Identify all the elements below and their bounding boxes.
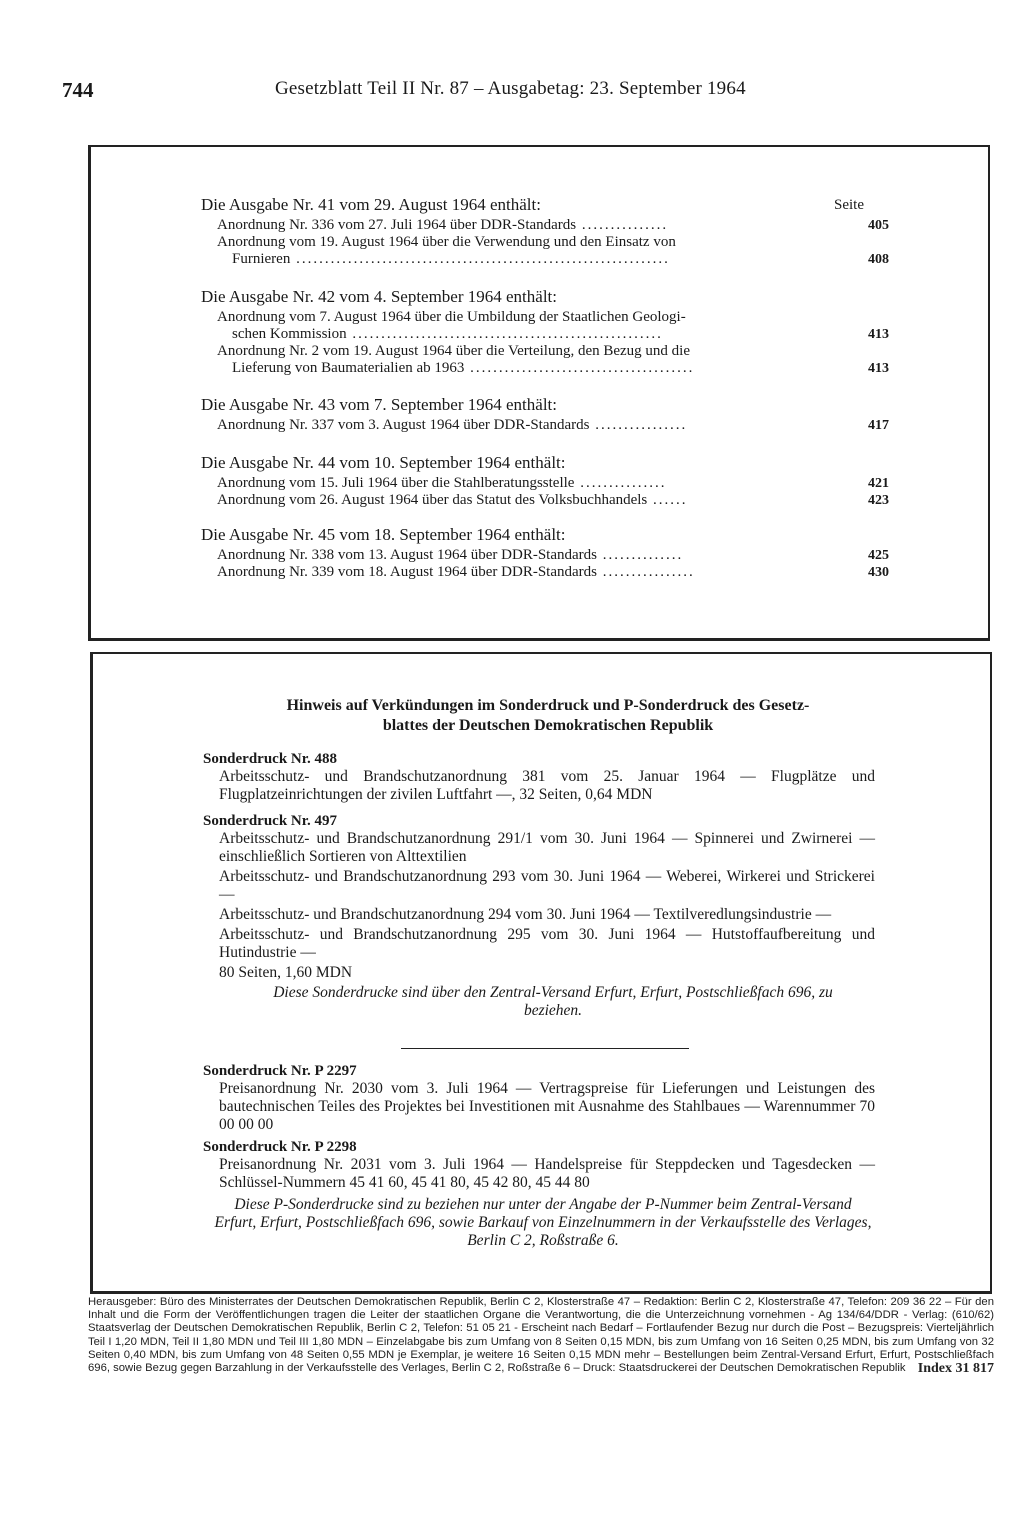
section-text: Preisanordnung Nr. 2030 vom 3. Juli 1964 — Vertragspreise für Lieferungen und Leistungen des bautechnischen Teiles des Projektes bei Investitionen mit Ausnahme des Stahlbaues — Warennummer 70 00 00 00 xyxy=(219,1080,875,1133)
section-text: Arbeitsschutz- und Brandschutzanordnung 294 vom 30. Juni 1964 — Textilveredlungsindustrie — xyxy=(219,906,832,923)
notice-box xyxy=(90,652,992,1294)
page-number: 744 xyxy=(62,78,94,102)
contents-entry: Anordnung vom 15. Juli 1964 über die Stahlberatungsstelle ............... 421 xyxy=(217,475,889,491)
entry-page: 430 xyxy=(868,565,889,580)
section-text: Arbeitsschutz- und Brandschutzanordnung 293 vom 30. Juni 1964 — Weberei, Wirkerei und Strickerei — xyxy=(219,868,875,903)
notice-title-line-1: Hinweis auf Verkündungen im Sonderdruck und P-Sonderdruck des Gesetz- xyxy=(286,697,810,714)
entry-text: Anordnung vom 7. August 1964 über die Umbildung der Staatlichen Geologi- xyxy=(217,309,686,325)
contents-entry: Anordnung Nr. 337 vom 3. August 1964 über DDR-Standards ................ 417 xyxy=(217,417,889,433)
entry-text: Anordnung Nr. 338 vom 13. August 1964 über DDR-Standards xyxy=(217,547,597,563)
contents-box xyxy=(88,145,990,641)
index-number: Index 31 817 xyxy=(917,1361,994,1377)
section-heading: Sonderdruck Nr. 488 xyxy=(203,751,338,767)
contents-entry: Anordnung vom 19. August 1964 über die Verwendung und den Einsatz von Furnieren ................................................................. 408 xyxy=(217,234,889,267)
entry-text: Anordnung vom 26. August 1964 über das Statut des Volksbuchhandels xyxy=(217,492,648,508)
issue-44 xyxy=(201,453,889,509)
entry-text-cont: schen Kommission xyxy=(232,326,347,342)
sonderdruck-p2297 xyxy=(203,1062,875,1136)
notice-title-line-2: blattes der Deutschen Demokratischen Republik xyxy=(382,717,714,734)
section-heading: Sonderdruck Nr. P 2298 xyxy=(203,1139,357,1155)
contents-entry: Anordnung Nr. 336 vom 27. Juli 1964 über DDR-Standards ............... 405 xyxy=(217,217,889,233)
entry-page: 413 xyxy=(868,327,889,342)
contents-entry: Anordnung Nr. 338 vom 13. August 1964 über DDR-Standards .............. 425 xyxy=(217,547,889,563)
entry-text: Anordnung Nr. 339 vom 18. August 1964 über DDR-Standards xyxy=(217,564,597,580)
issue-title: Die Ausgabe Nr. 43 vom 7. September 1964 enthält: xyxy=(201,395,557,414)
section-pages: 80 Seiten, 1,60 MDN xyxy=(219,964,353,981)
entry-page: 408 xyxy=(868,252,889,267)
p-ordering-note xyxy=(203,1196,875,1250)
section-heading: Sonderdruck Nr. 497 xyxy=(203,813,338,829)
divider xyxy=(401,1048,689,1049)
entry-page: 417 xyxy=(868,418,889,433)
issue-title: Die Ausgabe Nr. 45 vom 18. September 1964 enthält: xyxy=(201,525,566,544)
notice-title xyxy=(203,696,893,736)
contents-entry: Anordnung vom 7. August 1964 über die Umbildung der Staatlichen Geologi- schen Kommission ...................................................... 413 xyxy=(217,309,889,342)
sonderdruck-p2298 xyxy=(203,1138,875,1194)
section-text: Preisanordnung Nr. 2031 vom 3. Juli 1964 — Handelspreise für Steppdecken und Tagesdecken — Schlüssel-Nummern 45 41 60, 45 41 80, 45 42 80, 45 44 80 xyxy=(219,1156,875,1191)
ordering-note: Diese P-Sonderdrucke sind zu beziehen nur unter der Angabe der P-Nummer beim Zentral-Versand Erfurt, Erfurt, Postschließfach 696, sowie Barkauf von Einzelnummern in der Verkaufsstelle des Verlages, Berlin C 2, Roßstraße 6. xyxy=(214,1196,872,1249)
section-text: Arbeitsschutz- und Brandschutzanordnung 381 vom 25. Januar 1964 — Flugplätze und Flugplatzeinrichtungen der zivilen Luftfahrt —, 32 Seiten, 0,64 MDN xyxy=(219,768,875,803)
issue-title: Die Ausgabe Nr. 42 vom 4. September 1964 enthält: xyxy=(201,287,557,306)
section-text: Arbeitsschutz- und Brandschutzanordnung 291/1 vom 30. Juni 1964 — Spinnerei und Zwirnerei — einschließlich Sortieren von Alttextilien xyxy=(219,830,875,865)
entry-page: 405 xyxy=(868,218,889,233)
issue-title: Die Ausgabe Nr. 44 vom 10. September 1964 enthält: xyxy=(201,453,566,472)
entry-text: Anordnung Nr. 2 vom 19. August 1964 über die Verteilung, den Bezug und die xyxy=(217,343,690,359)
entry-text-cont: Furnieren xyxy=(232,251,291,267)
entry-text: Anordnung vom 15. Juli 1964 über die Stahlberatungsstelle xyxy=(217,475,575,491)
contents-entry: Anordnung Nr. 339 vom 18. August 1964 über DDR-Standards ................ 430 xyxy=(217,564,889,580)
sonderdruck-488 xyxy=(203,750,875,806)
issue-title: Die Ausgabe Nr. 41 vom 29. August 1964 enthält: xyxy=(201,195,541,214)
entry-page: 421 xyxy=(868,476,889,491)
entry-text: Anordnung Nr. 336 vom 27. Juli 1964 über DDR-Standards xyxy=(217,217,577,233)
entry-page: 425 xyxy=(868,548,889,563)
entry-page: 413 xyxy=(868,361,889,376)
ordering-note: Diese Sonderdrucke sind über den Zentral-Versand Erfurt, Erfurt, Postschließfach 696, zu beziehen. xyxy=(273,984,833,1019)
imprint xyxy=(88,1296,994,1375)
sonderdruck-497 xyxy=(203,812,875,1020)
entry-text: Anordnung Nr. 337 vom 3. August 1964 über DDR-Standards xyxy=(217,417,590,433)
entry-text: Anordnung vom 19. August 1964 über die Verwendung und den Einsatz von xyxy=(217,234,676,250)
running-head: Gesetzblatt Teil II Nr. 87 – Ausgabetag: 23. September 1964 xyxy=(275,78,746,99)
page-header xyxy=(62,78,962,108)
entry-text-cont: Lieferung von Baumaterialien ab 1963 xyxy=(232,360,465,376)
contents-entry: Anordnung vom 26. August 1964 über das Statut des Volksbuchhandels ...... 423 xyxy=(217,492,889,508)
seite-label: Seite xyxy=(834,197,864,213)
entry-page: 423 xyxy=(868,493,889,508)
issue-41 xyxy=(201,195,889,268)
issue-42 xyxy=(201,287,889,377)
issue-45 xyxy=(201,525,889,581)
section-heading: Sonderdruck Nr. P 2297 xyxy=(203,1063,357,1079)
section-text: Arbeitsschutz- und Brandschutzanordnung 295 vom 30. Juni 1964 — Hutstoffaufbereitung und Hutindustrie — xyxy=(219,926,875,961)
imprint-text: Herausgeber: Büro des Ministerrates der Deutschen Demokratischen Republik, Berlin C 2, Klosterstraße 47 – Redaktion: Berlin C 2, Klosterstraße 47, Telefon: 209 36 22 – Für den Inhalt und die Form der Veröffentlichungen tragen die Leiter der staatlichen Organe die Verantwortung, die die Unterzeichnung vornehmen - Ag 134/64/DDR - Verlag: (610/62) Staatsverlag der Deutschen Demokratischen Republik, Berlin C 2, Telefon: 51 05 21 - Erscheint nach Bedarf – Fortlaufender Bezug nur durch die Post – Bezugspreis: Vierteljährlich Teil I 1,20 MDN, Teil II 1,80 MDN und Teil III 1,80 MDN – Einzelabgabe bis zum Umfang von 8 Seiten 0,15 MDN, bis zum Umfang von 16 Seiten 0,25 MDN, bis zum Umfang von 32 Seiten 0,40 MDN, bis zum Umfang von 48 Seiten 0,55 MDN je Exemplar, je weitere 16 Seiten 0,15 MDN mehr – Bestellungen beim Zentral-Versand Erfurt, Erfurt, Postschließfach 696, sowie Bezug gegen Barzahlung in der Verkaufsstelle des Verlages, Berlin C 2, Roßstraße 6 – Druck: Staatsdruckerei der Deutschen Demokratischen Republik xyxy=(88,1296,994,1375)
issue-43 xyxy=(201,395,889,434)
contents-entry: Anordnung Nr. 2 vom 19. August 1964 über die Verteilung, den Bezug und die Lieferung von Baumaterialien ab 1963 ....................................... 413 xyxy=(217,343,889,376)
